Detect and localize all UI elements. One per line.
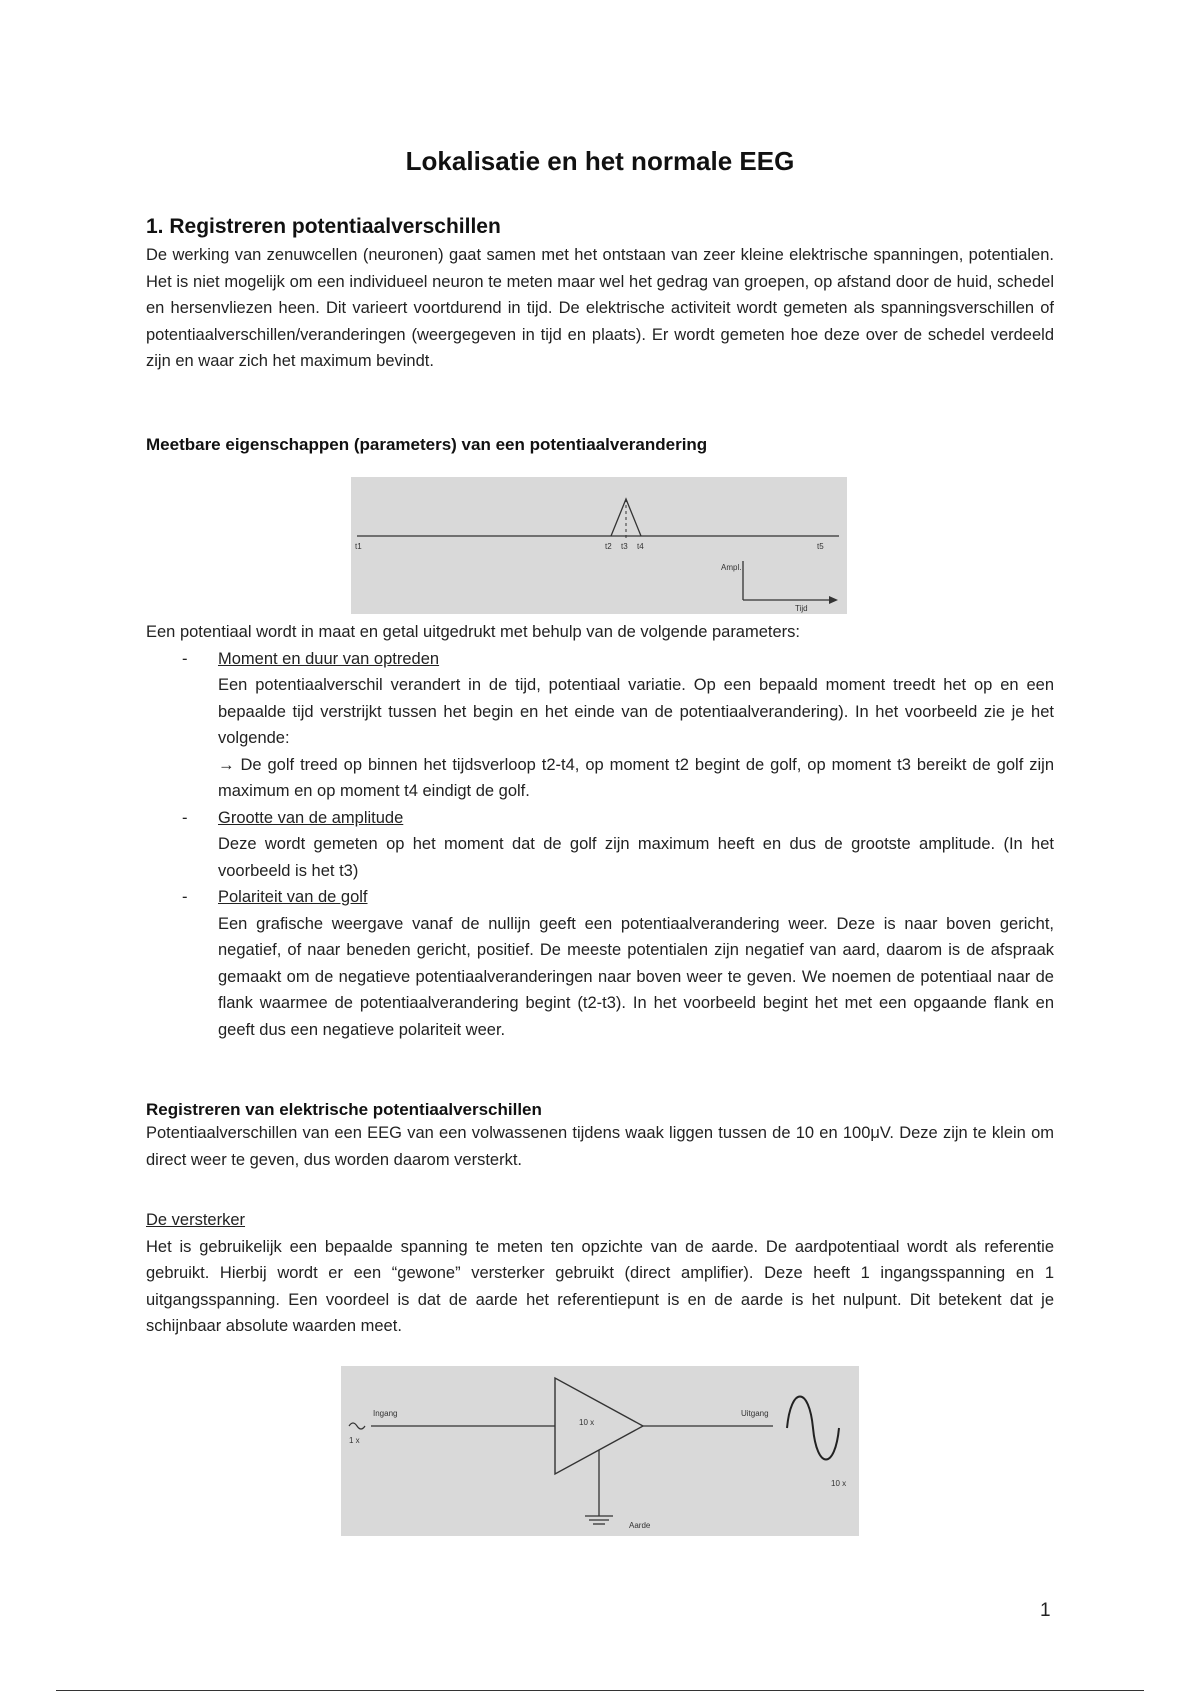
section-versterker xyxy=(146,1207,1054,1340)
item-arrow-text: → De golf treed op binnen het tijdsverloop t2-t4, op moment t2 begint de golf, op moment t3 bereikt de golf zijn maximum en op moment t4 eindigt de golf. xyxy=(218,755,1054,800)
list-item xyxy=(146,884,1054,1043)
item-text: Een potentiaalverschil verandert in de tijd, potentiaal variatie. Op een bepaald moment treedt het op en een bepaalde tijd verstrijkt tussen het begin en het einde van de potentiaalverandering). In het voorbeeld zie je het volgende: xyxy=(218,676,1054,747)
subheading-registreren: Registreren van elektrische potentiaalverschillen xyxy=(146,1100,542,1119)
item-text: Een grafische weergave vanaf de nullijn geeft een potentiaalverandering weer. Deze is naar boven gericht, negatief, of naar beneden gericht, positief. De meeste potentialen zijn negatief van aard, daarom is de afspraak gemaakt om de negatieve potentiaalveranderingen naar boven weer te geven. We noemen de potentiaal naar de flank waarmee de potentiaalverandering begint (t2-t3). In het voorbeeld begint het met een opgaande flank en geeft dus een negatieve polariteit weer. xyxy=(218,914,1054,1039)
amplifier-diagram xyxy=(341,1366,859,1536)
item-text: Deze wordt gemeten op het moment dat de golf zijn maximum heeft en dus de grootste amplitude. (In het voorbeeld is het t3) xyxy=(218,835,1054,880)
output-sine-wave xyxy=(787,1397,839,1460)
subheading-versterker: De versterker xyxy=(146,1211,246,1229)
label-t5: t5 xyxy=(817,542,824,551)
item-title: Grootte van de amplitude xyxy=(218,808,404,827)
label-t4: t4 xyxy=(637,542,644,551)
parameters-lead: Een potentiaal wordt in maat en getal uitgedrukt met behulp van de volgende parameters: xyxy=(146,623,800,641)
list-dash: - xyxy=(182,649,188,668)
list-item xyxy=(146,646,1054,805)
page-title: Lokalisatie en het normale EEG xyxy=(405,146,795,176)
label-t1: t1 xyxy=(355,542,362,551)
label-t3: t3 xyxy=(621,542,628,551)
item-title: Moment en duur van optreden xyxy=(218,649,440,668)
amplifier-figure xyxy=(341,1366,859,1536)
amplifier-gain-label: 10 x xyxy=(579,1418,595,1427)
label-ampl: Ampl. xyxy=(721,563,742,572)
potential-change-figure xyxy=(351,477,847,614)
item-title: Polariteit van de golf xyxy=(218,888,368,906)
page-number: 1 xyxy=(1040,1600,1051,1621)
input-gain-label: 1 x xyxy=(349,1436,360,1445)
section-heading: 1. Registreren potentiaalverschillen xyxy=(146,215,501,238)
section-registreren-potentiaalverschillen xyxy=(146,215,1054,375)
potential-wave-diagram xyxy=(351,477,847,614)
list-item xyxy=(146,805,1054,885)
output-label: Uitgang xyxy=(741,1409,769,1418)
page-footer-divider xyxy=(56,1690,1144,1691)
output-gain-label: 10 x xyxy=(831,1479,847,1488)
section-registreren-elektrisch xyxy=(146,1100,1054,1173)
input-signal-icon xyxy=(349,1423,365,1429)
label-tijd: Tijd xyxy=(795,604,808,613)
input-label: Ingang xyxy=(373,1409,398,1418)
versterker-paragraph: Het is gebruikelijk een bepaalde spanning te meten ten opzichte van de aarde. De aardpotentiaal wordt als referentie gebruikt. Hierbij wordt er een “gewone” versterker gebruikt (direct amplifier). Deze heeft 1 ingangsspanning en 1 uitgangsspanning. Een voordeel is dat de aarde het referentiepunt is en de aarde is het nulpunt. Dit betekent dat je schijnbaar absolute waarden meet. xyxy=(146,1237,1054,1335)
list-dash: - xyxy=(182,888,188,906)
parameters-section xyxy=(146,619,1054,1043)
ground-label: Aarde xyxy=(629,1521,651,1530)
list-dash: - xyxy=(182,808,188,827)
time-axis-arrow xyxy=(829,596,838,604)
registreren-paragraph: Potentiaalverschillen van een EEG van een volwassenen tijdens waak liggen tussen de 10 en 100μV. Deze zijn te klein om direct weer te geven, dus worden daarom versterkt. xyxy=(146,1124,1054,1169)
label-t2: t2 xyxy=(605,542,612,551)
subheading-meetbare-eigenschappen: Meetbare eigenschappen (parameters) van een potentiaalverandering xyxy=(146,435,708,454)
intro-paragraph: De werking van zenuwcellen (neuronen) gaat samen met het ontstaan van zeer kleine elektrische spanningen, potentialen. Het is niet mogelijk om een individueel neuron te meten maar wel het gedrag van groepen, op afstand door de huid, schedel en hersenvliezen heen. Dit varieert voortdurend in tijd. De elektrische activiteit wordt gemeten als spanningsverschillen of potentiaalverschillen/veranderingen (weergegeven in tijd en plaats). Er wordt gemeten hoe deze over de schedel verdeeld zijn en waar zich het maximum bevindt. xyxy=(146,246,1054,370)
